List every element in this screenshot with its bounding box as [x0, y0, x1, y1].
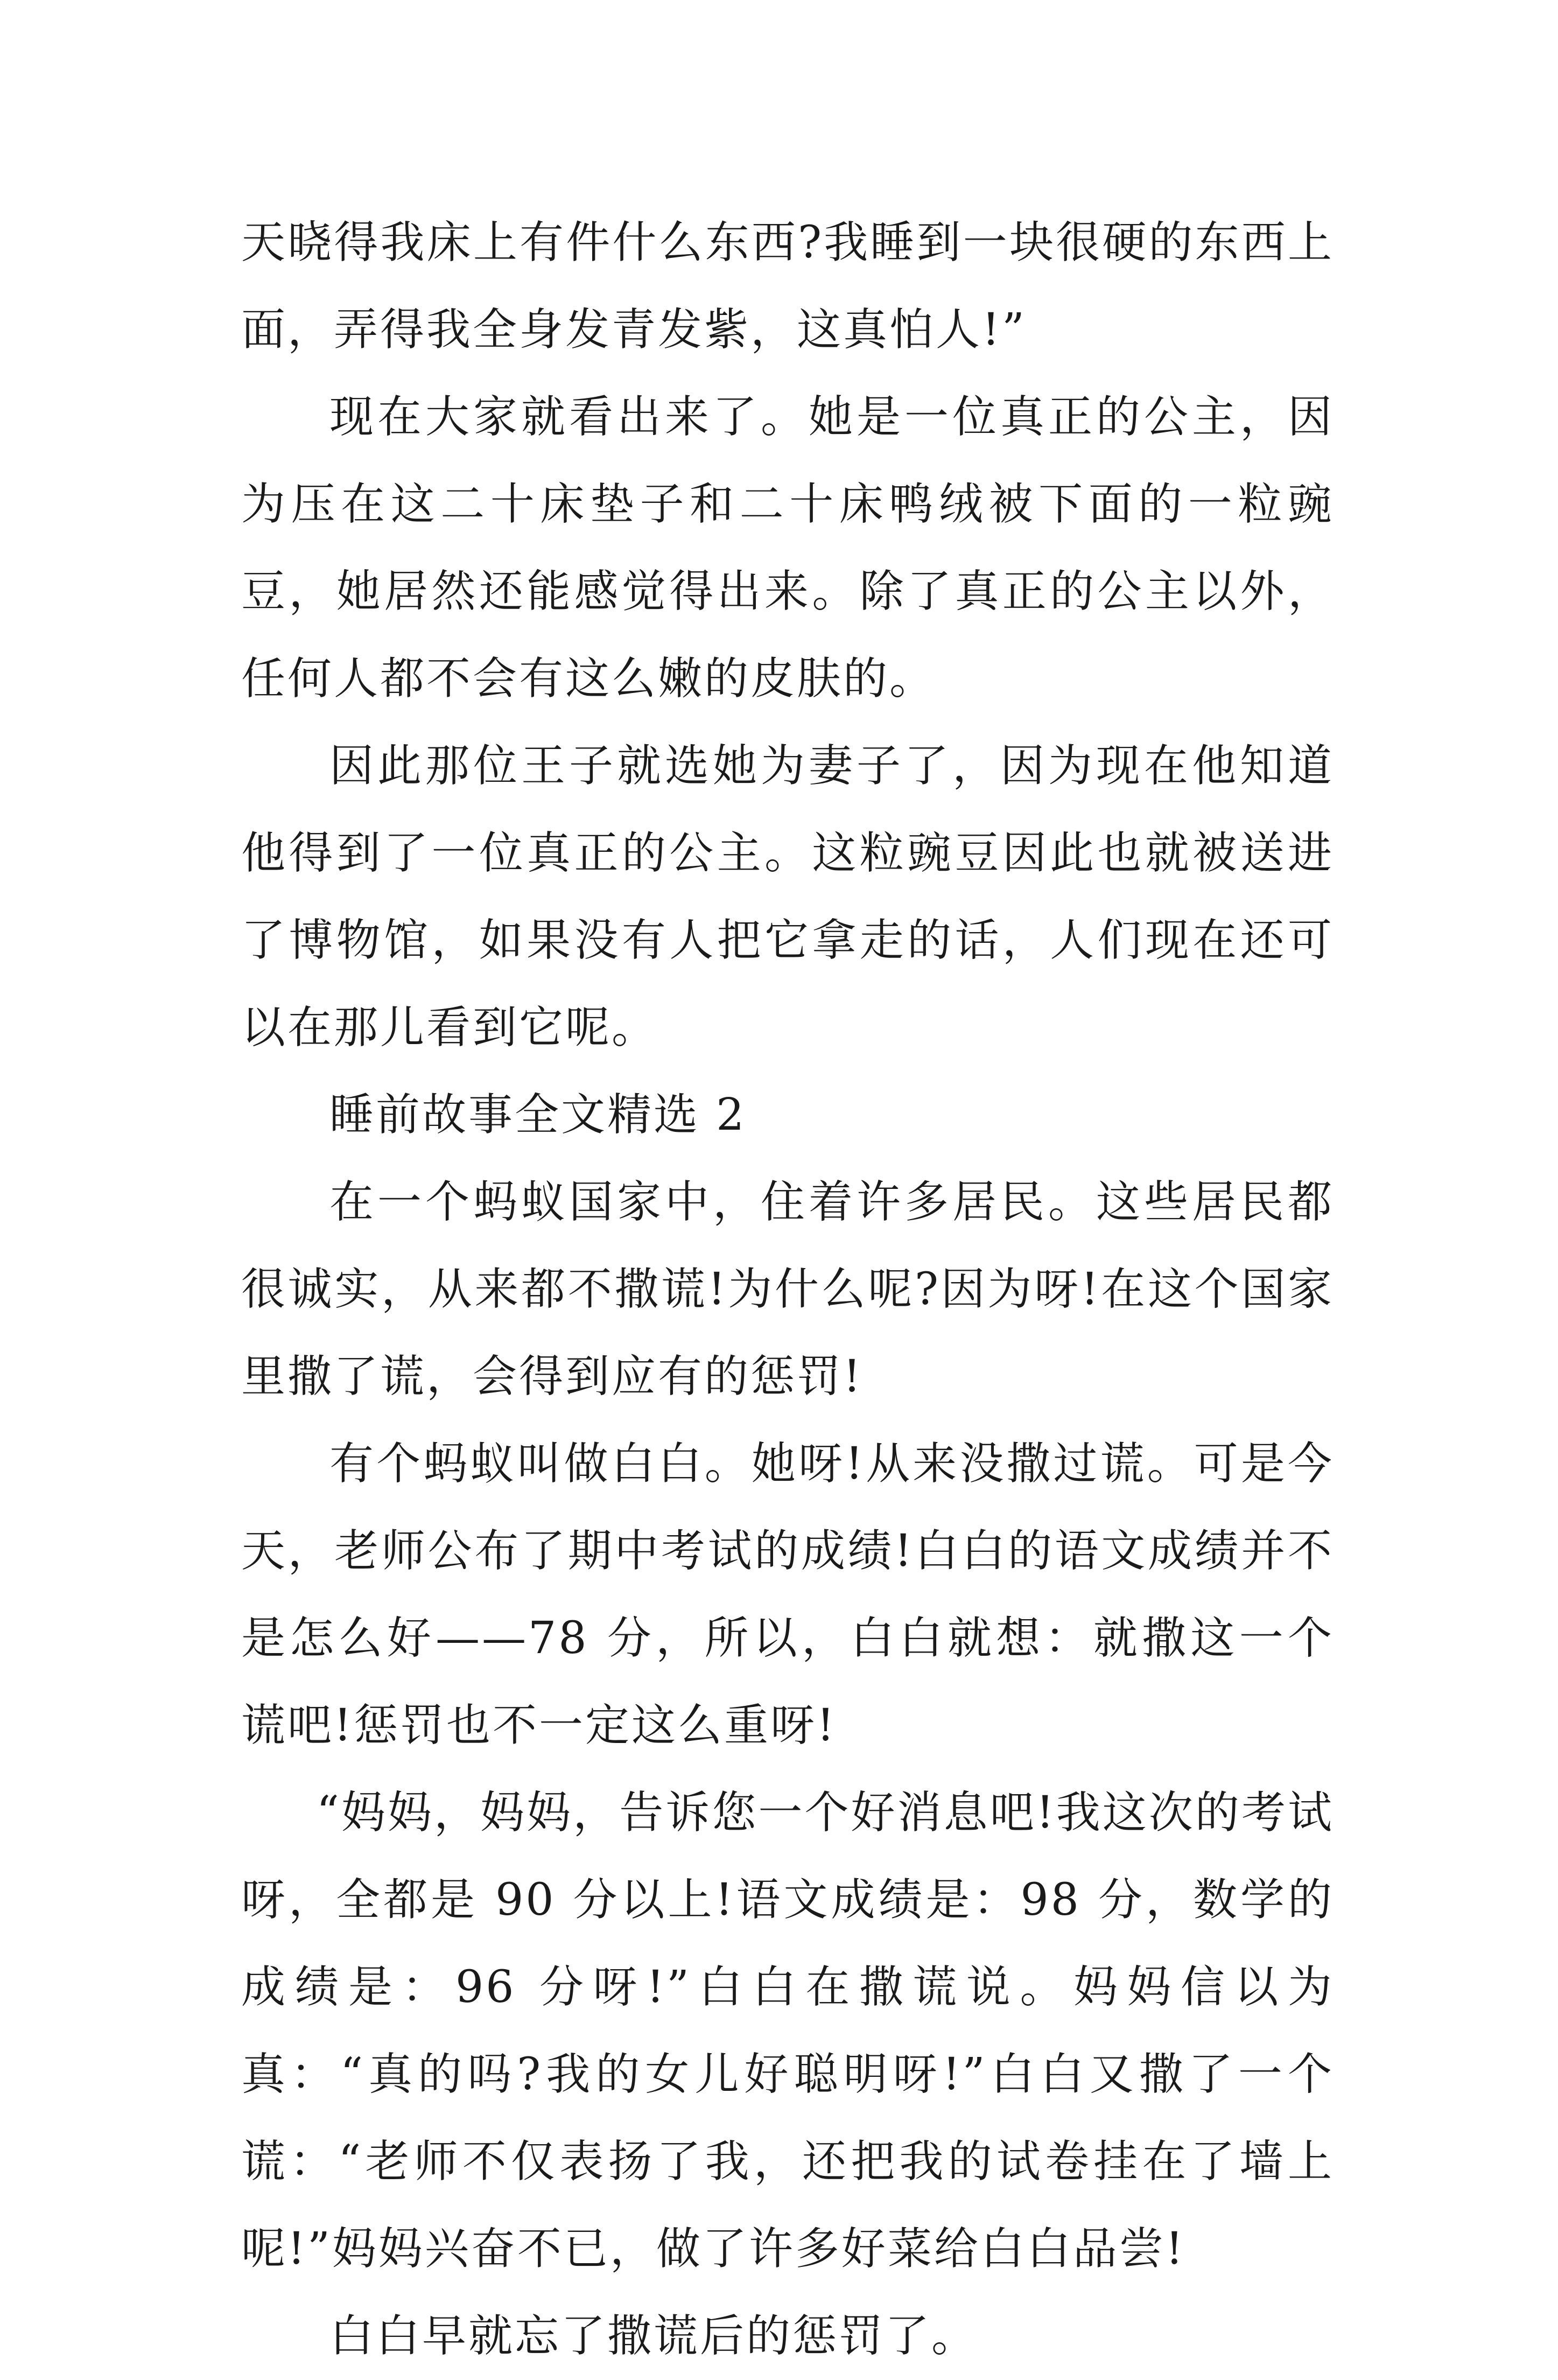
document-body: [241, 199, 1334, 2380]
paragraph-princess-complaint: 天晓得我床上有件什么东西?我睡到一块很硬的东西上面，弄得我全身发青发紫，这真怕人!”: [241, 217, 1334, 355]
paragraph-baibai-grade: 有个蚂蚁叫做白白。她呀!从来没撒过谎。可是今天，老师公布了期中考试的成绩!白白的语文成绩并不是怎么好——78 分，所以，白白就想：就撒这一个谎吧!惩罚也不一定这么重呀!: [241, 1438, 1334, 1751]
paragraph-forgot-punishment: 白白早就忘了撒谎后的惩罚了。: [329, 2311, 978, 2362]
section-heading: 睡前故事全文精选 2: [329, 1089, 747, 1140]
paragraph-prince-marriage: 因此那位王子就选她为妻子了，因为现在他知道他得到了一位真正的公主。这粒豌豆因此也就被送进了博物馆，如果没有人把它拿走的话，人们现在还可以在那儿看到它呢。: [241, 740, 1334, 1053]
paragraph-baibai-lie: “妈妈，妈妈，告诉您一个好消息吧!我这次的考试呀，全都是 90 分以上!语文成绩是：98 分，数学的成绩是：96 分呀!”白白在撒谎说。妈妈信以为真：“真的吗?我的女儿好聪明呀!”白白又撒了一个谎：“老师不仅表扬了我，还把我的试卷挂在了墙上呢!”妈妈兴奋不已，做了许多好菜给白白品尝!: [241, 1787, 1334, 2274]
paragraph-true-princess: 现在大家就看出来了。她是一位真正的公主，因为压在这二十床垫子和二十床鸭绒被下面的一粒豌豆，她居然还能感觉得出来。除了真正的公主以外，任何人都不会有这么嫩的皮肤的。: [241, 391, 1334, 704]
paragraph-ant-country: 在一个蚂蚁国家中，住着许多居民。这些居民都很诚实，从来都不撒谎!为什么呢?因为呀!在这个国家里撒了谎，会得到应有的惩罚!: [241, 1177, 1334, 1402]
